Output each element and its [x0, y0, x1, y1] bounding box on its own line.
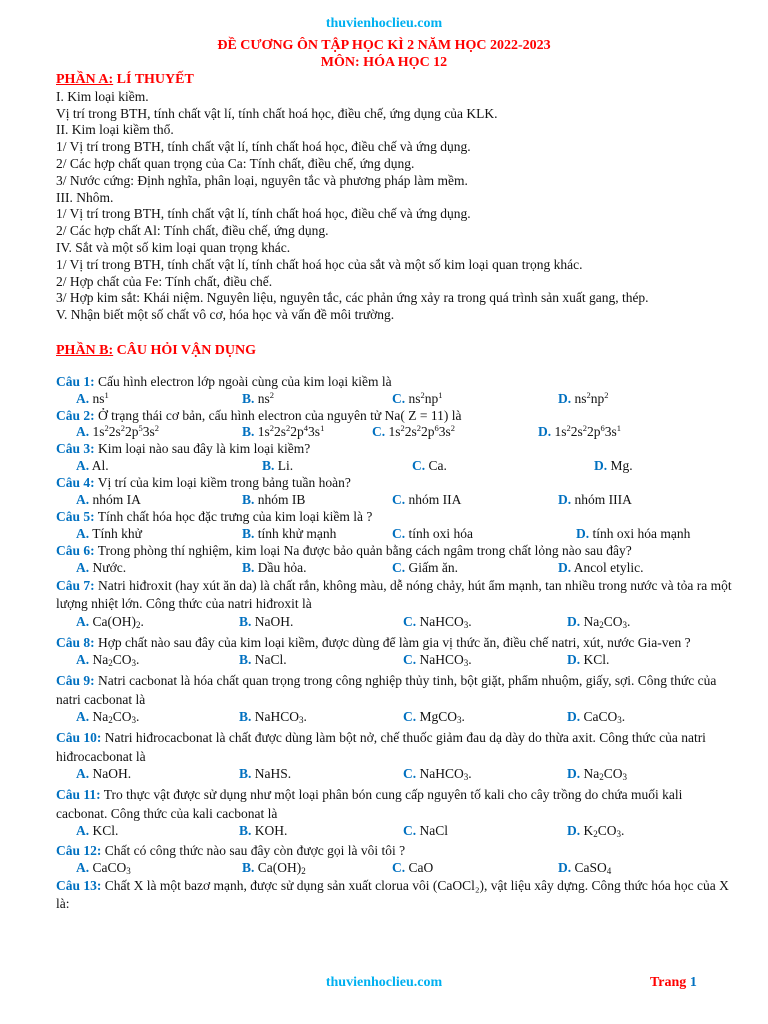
option-text: Al. — [89, 458, 109, 474]
answer-option — [558, 860, 611, 877]
answer-option — [239, 652, 287, 669]
question-number: Câu 12: — [56, 843, 102, 859]
question-text: Kim loại nào sau đây là kim loại kiềm? — [94, 441, 311, 457]
answer-option — [372, 424, 455, 441]
section-spacer — [56, 360, 736, 374]
theory-line: III. Nhôm. — [56, 189, 114, 205]
option-text: CaO — [405, 859, 434, 875]
option-text: $ns^2np^2$ — [571, 389, 609, 406]
option-letter: B. — [239, 652, 252, 668]
option-letter: D. — [567, 823, 581, 839]
option-letter: C. — [392, 859, 406, 875]
question-text: Trong phòng thí nghiệm, kim loại Na được bảo quản bằng cách ngâm trong chất lỏng nào sau đây? — [94, 542, 632, 558]
question-number: Câu 7: — [56, 577, 95, 593]
option-text: CaSO$_4$ — [571, 859, 612, 876]
question-number: Câu 5: — [56, 508, 95, 524]
option-letter: D. — [558, 390, 572, 406]
part-a-label: PHẦN A: — [56, 72, 114, 87]
question — [56, 543, 736, 560]
option-letter: B. — [242, 424, 255, 440]
footer-site-name: thuvienhoclieu.com — [325, 975, 443, 990]
question — [56, 441, 736, 458]
option-letter: C. — [403, 766, 417, 782]
answer-option — [567, 614, 630, 631]
answer-option — [538, 424, 621, 441]
option-text: MgCO$_3$. — [416, 709, 465, 726]
option-text: Ancol etylic. — [571, 559, 644, 575]
page-label: Trang — [650, 975, 687, 990]
option-text: NaOH. — [251, 613, 294, 629]
option-letter: D. — [594, 458, 608, 474]
answer-option — [76, 526, 142, 543]
question-text: Chất X là một bazơ mạnh, được sử dụng sản xuất clorua vôi (CaOCl₂), vật liệu xây dựng. Công thức hóa học của X là: — [56, 877, 729, 912]
option-letter: C. — [392, 390, 406, 406]
question-text: Vị trí của kim loại kiềm trong bảng tuần hoàn? — [94, 475, 351, 491]
answer-option — [567, 709, 625, 726]
question-number: Câu 2: — [56, 407, 95, 423]
question-number: Câu 11: — [56, 787, 101, 803]
option-text: NaHCO$_3$. — [251, 709, 307, 726]
option-letter: A. — [76, 709, 90, 725]
option-text: nhóm IIA — [405, 491, 462, 507]
answer-option — [239, 709, 307, 726]
answer-option — [76, 860, 131, 877]
answer-option — [76, 614, 144, 631]
option-letter: A. — [76, 859, 90, 875]
question-number: Câu 8: — [56, 634, 95, 650]
theory-line: 3/ Hợp kim sắt: Khái niệm. Nguyên liệu, nguyên tắc, các phản ứng xảy ra trong quá trình sản xuất gang, thép. — [56, 290, 649, 306]
option-letter: B. — [242, 390, 255, 406]
subject-title: MÔN: HÓA HỌC 12 — [320, 55, 448, 70]
option-text: $ns^1$ — [89, 389, 109, 406]
answer-options — [56, 492, 736, 509]
answer-options — [56, 614, 736, 634]
option-text: KCl. — [580, 652, 610, 668]
answer-options — [56, 391, 736, 408]
answer-option — [392, 391, 443, 408]
answer-option — [76, 823, 118, 840]
option-letter: B. — [242, 859, 255, 875]
option-text: $Ca(OH)_2$ — [254, 859, 306, 876]
option-letter: C. — [392, 525, 406, 541]
question-text: Natri hiđrocacbonat là chất được dùng làm bột nở, chế thuốc giảm đau dạ dày do thừa axit. Công thức của natri hiđrocacbonat là — [56, 730, 706, 764]
answer-option — [403, 823, 448, 840]
option-letter: A. — [76, 525, 90, 541]
question — [56, 843, 736, 860]
option-text: NaHS. — [251, 766, 292, 782]
option-letter: A. — [76, 823, 90, 839]
option-text: Tính khử — [89, 525, 142, 541]
option-letter: C. — [372, 424, 386, 440]
answer-option — [239, 823, 287, 840]
answer-option — [558, 492, 632, 509]
question-text: Natri cacbonat là hóa chất quan trọng trong công nghiệp thủy tinh, bột giặt, phẩm nhuộm, giấy, sợi. Công thức của natri cacbonat là — [56, 673, 717, 707]
option-letter: C. — [392, 559, 406, 575]
option-text: KOH. — [251, 823, 288, 839]
answer-option — [392, 560, 458, 577]
option-letter: D. — [567, 709, 581, 725]
answer-options — [56, 458, 736, 475]
answer-options — [56, 766, 736, 786]
option-letter: B. — [239, 823, 252, 839]
answer-option — [594, 458, 633, 475]
section-spacer — [56, 324, 736, 343]
question-number: Câu 6: — [56, 542, 95, 558]
question-text: Hợp chất nào sau đây của kim loại kiềm, được dùng để làm gia vị thức ăn, điều chế natri, xút, nước Gia-ven ? — [94, 634, 691, 650]
answer-option — [242, 526, 336, 543]
answer-option — [76, 709, 139, 726]
answer-option — [76, 766, 131, 783]
option-text: Giấm ăn. — [405, 559, 458, 575]
option-letter: A. — [76, 613, 90, 629]
option-text: $1s^22s^22p^53s^2$ — [89, 423, 160, 440]
answer-option — [403, 766, 472, 783]
answer-option — [262, 458, 293, 475]
option-letter: B. — [239, 766, 252, 782]
option-letter: C. — [412, 458, 426, 474]
question-number: Câu 1: — [56, 373, 95, 389]
question — [56, 374, 736, 391]
answer-options — [56, 560, 736, 577]
question — [56, 408, 736, 425]
theory-line: 1/ Vị trí trong BTH, tính chất vật lí, tính chất hoá học của sắt và một số kim loại quan trọng khác. — [56, 256, 583, 272]
option-letter: C. — [403, 613, 417, 629]
theory-line: I. Kim loại kiềm. — [56, 88, 149, 104]
question-number: Câu 13: — [56, 877, 102, 893]
question — [56, 475, 736, 492]
question-number: Câu 3: — [56, 441, 95, 457]
option-letter: A. — [76, 766, 90, 782]
option-text: KCl. — [89, 823, 119, 839]
theory-line: 2/ Các hợp chất Al: Tính chất, điều chế, ứng dụng. — [56, 223, 329, 239]
answer-option — [392, 526, 473, 543]
option-text: $Na_2CO_3$. — [580, 613, 631, 630]
option-letter: B. — [242, 491, 255, 507]
option-text: CaCO$_3$ — [89, 859, 131, 876]
theory-line: 2/ Các hợp chất quan trọng của Ca: Tính chất, điều chế, ứng dụng. — [56, 155, 415, 171]
answer-options — [56, 526, 736, 543]
option-letter: B. — [242, 559, 255, 575]
header-site-name: thuvienhoclieu.com — [325, 16, 443, 31]
option-text: $K_2CO_3$. — [580, 823, 625, 840]
option-letter: C. — [403, 823, 417, 839]
option-text: nhóm IIIA — [571, 491, 632, 507]
option-letter: D. — [567, 613, 581, 629]
option-text: Mg. — [607, 458, 633, 474]
option-letter: A. — [76, 491, 90, 507]
question-list — [56, 374, 736, 914]
option-letter: A. — [76, 458, 90, 474]
option-letter: A. — [76, 424, 90, 440]
answer-option — [392, 492, 461, 509]
answer-option — [392, 860, 433, 877]
theory-line: 1/ Vị trí trong BTH, tính chất vật lí, tính chất hoá học, điều chế và ứng dụng. — [56, 206, 471, 222]
option-text: $1s^22s^22p^63s^2$ — [385, 423, 456, 440]
part-a-title: LÍ THUYẾT — [113, 72, 194, 87]
answer-option — [242, 424, 324, 441]
option-text: CaCO$_3$. — [580, 709, 626, 726]
option-text: $Na_2CO_3$ — [580, 766, 628, 783]
answer-options — [56, 823, 736, 843]
option-text: $1s^22s^22p^43s^1$ — [254, 423, 325, 440]
answer-option — [567, 766, 627, 783]
question-text: Tro thực vật được sử dụng như một loại phân bón cung cấp nguyên tố kali cho cây trồng do chứa muối kali cacbonat. Công thức của kali cacbonat là — [56, 787, 683, 821]
answer-option — [558, 560, 643, 577]
document-title: ĐỀ CƯƠNG ÔN TẬP HỌC KÌ 2 NĂM HỌC 2022-2023 — [217, 38, 551, 53]
option-text: Ca. — [425, 458, 447, 474]
question-number: Câu 10: — [56, 730, 102, 746]
question — [56, 729, 736, 766]
option-text: tính oxi hóa mạnh — [589, 525, 691, 541]
option-letter: B. — [239, 709, 252, 725]
option-letter: D. — [567, 652, 581, 668]
option-letter: A. — [76, 390, 90, 406]
answer-option — [76, 391, 109, 408]
option-letter: B. — [239, 613, 252, 629]
page-number — [650, 975, 697, 991]
answer-option — [576, 526, 690, 543]
option-text: $1s^22s^22p^63s^1$ — [551, 423, 622, 440]
question-text: Chất có công thức nào sau đây còn được gọi là vôi tôi ? — [101, 843, 406, 859]
answer-option — [242, 560, 307, 577]
answer-option — [76, 458, 109, 475]
option-text: tính oxi hóa — [405, 525, 473, 541]
option-text: NaHCO$_3$. — [416, 652, 472, 669]
theory-line: II. Kim loại kiềm thổ. — [56, 122, 174, 138]
answer-option — [403, 652, 472, 669]
option-text: NaOH. — [89, 766, 132, 782]
answer-options — [56, 424, 736, 441]
answer-option — [567, 823, 624, 840]
option-text: tính khử mạnh — [254, 525, 337, 541]
answer-options — [56, 709, 736, 729]
option-text: NaCl. — [251, 652, 287, 668]
theory-line: 2/ Hợp chất của Fe: Tính chất, điều chế. — [56, 273, 273, 289]
option-text: $Na_2CO_3$. — [89, 652, 140, 669]
option-letter: C. — [403, 709, 417, 725]
answer-option — [403, 709, 465, 726]
option-letter: D. — [558, 491, 572, 507]
option-text: $ns^2np^1$ — [405, 389, 443, 406]
answer-option — [242, 860, 306, 877]
option-text: nhóm IB — [254, 491, 306, 507]
option-letter: D. — [567, 766, 581, 782]
option-letter: A. — [76, 559, 90, 575]
option-letter: B. — [242, 525, 255, 541]
answer-option — [412, 458, 447, 475]
option-letter: A. — [76, 652, 90, 668]
answer-option — [76, 652, 139, 669]
question-number: Câu 9: — [56, 673, 95, 689]
question — [56, 786, 736, 823]
question — [56, 509, 736, 526]
option-letter: D. — [558, 559, 572, 575]
option-text: nhóm IA — [89, 491, 141, 507]
option-text: $Na_2CO_3$. — [89, 709, 140, 726]
answer-option — [76, 492, 141, 509]
option-letter: D. — [538, 424, 552, 440]
theory-line: 1/ Vị trí trong BTH, tính chất vật lí, tính chất hoá học, điều chế và ứng dụng. — [56, 139, 471, 155]
option-text: Nước. — [89, 559, 127, 575]
option-letter: D. — [576, 525, 590, 541]
answer-option — [242, 492, 305, 509]
question-text: Cấu hình electron lớp ngoài cùng của kim loại kiềm là — [94, 373, 392, 389]
option-text: Li. — [274, 458, 294, 474]
theory-list — [56, 89, 736, 324]
option-letter: C. — [403, 652, 417, 668]
option-letter: D. — [558, 859, 572, 875]
option-text: $Ca(OH)_2$. — [89, 613, 144, 630]
answer-option — [239, 766, 291, 783]
question — [56, 577, 736, 614]
option-text: NaHCO$_3$. — [416, 766, 472, 783]
question — [56, 634, 736, 653]
option-text: NaHCO$_3$. — [416, 613, 472, 630]
option-letter: B. — [262, 458, 275, 474]
answer-option — [239, 614, 293, 631]
option-letter: C. — [392, 491, 406, 507]
document-body — [56, 72, 736, 914]
answer-option — [76, 560, 126, 577]
answer-option — [76, 424, 159, 441]
answer-option — [567, 652, 609, 669]
question — [56, 672, 736, 709]
answer-options — [56, 860, 736, 877]
theory-line: 3/ Nước cứng: Định nghĩa, phân loại, nguyên tắc và phương pháp làm mềm. — [56, 172, 468, 188]
part-a-heading — [56, 72, 736, 89]
part-b-heading — [56, 343, 736, 360]
option-text: NaCl — [416, 823, 448, 839]
answer-options — [56, 652, 736, 672]
theory-line: IV. Sắt và một số kim loại quan trọng khác. — [56, 239, 291, 255]
option-text: Dầu hỏa. — [254, 559, 307, 575]
answer-option — [242, 391, 274, 408]
part-b-label: PHẦN B: — [56, 342, 114, 358]
option-text: $ns^2$ — [254, 389, 275, 406]
theory-line: Vị trí trong BTH, tính chất vật lí, tính chất hoá học, điều chế, ứng dụng của KLK. — [56, 105, 498, 121]
theory-line: V. Nhận biết một số chất vô cơ, hóa học và vấn đề môi trường. — [56, 307, 395, 323]
answer-option — [558, 391, 609, 408]
page-number-value: 1 — [689, 975, 697, 990]
part-b-title: CÂU HỎI VẬN DỤNG — [113, 342, 257, 358]
question-number: Câu 4: — [56, 475, 95, 491]
question-text: Tính chất hóa học đặc trưng của kim loại kiềm là ? — [94, 508, 373, 524]
question-text: Natri hiđroxit (hay xút ăn da) là chất rắn, không màu, dễ nóng chảy, hút ẩm mạnh, tan nhiều trong nước và tỏa ra một lượng nhiệt lớn. Công thức của natri hiđroxit là — [56, 577, 732, 612]
question-text: Ở trạng thái cơ bản, cấu hình electron của nguyên tử Na( Z = 11) là — [94, 407, 462, 423]
answer-option — [403, 614, 472, 631]
question — [56, 877, 736, 914]
